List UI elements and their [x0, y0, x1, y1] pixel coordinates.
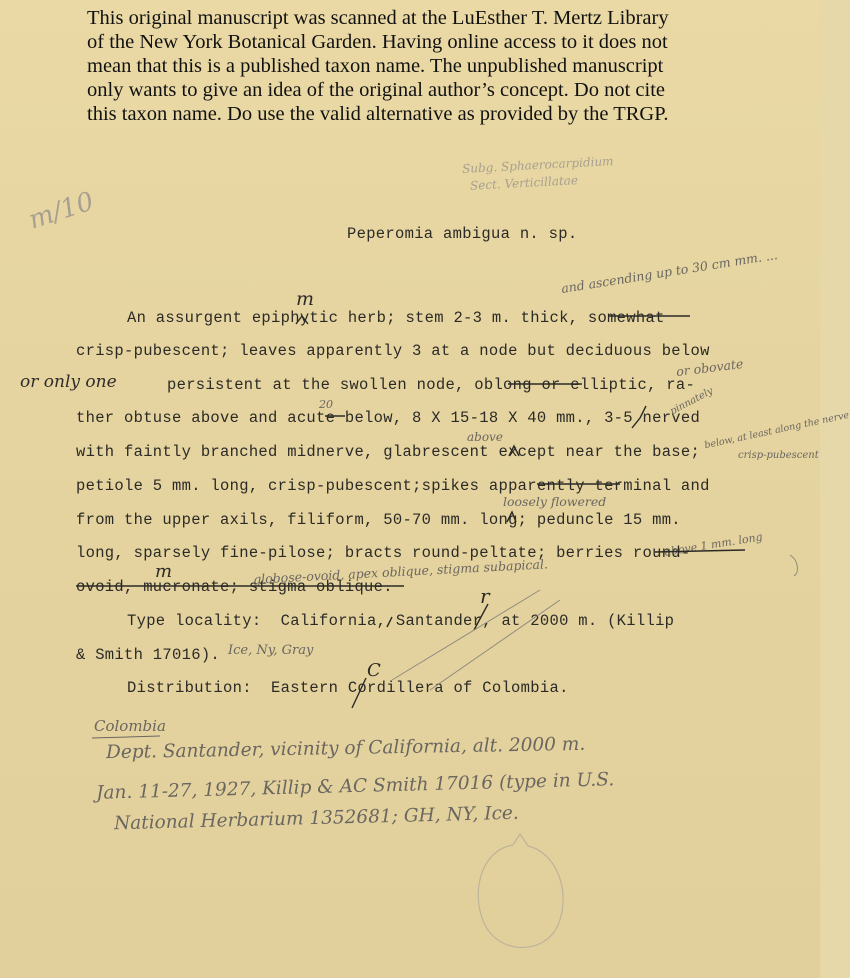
description-line: An assurgent epiphytic herb; stem 2-3 m. thick, somewhat — [127, 309, 665, 327]
collection-line: Jan. 11-27, 1927, Killip & AC Smith 17016 (type in U.S. — [95, 769, 615, 804]
handwritten-note: crisp-pubescent — [738, 450, 819, 461]
description-line: from the upper axils, filiform, 50-70 mm. long; peduncle 15 mm. — [76, 511, 681, 529]
section-note: Sect. Verticillatae — [469, 173, 579, 193]
handwritten-note: 20 — [319, 398, 333, 411]
description-line: crisp-pubescent; leaves apparently 3 at a node but deciduous below — [76, 342, 710, 360]
pencil-stroke — [790, 555, 797, 576]
caret-mark — [509, 446, 519, 456]
description-line: long, sparsely fine-pilose; bracts round-peltate; berries round- — [76, 544, 691, 562]
insert-mark: C — [367, 660, 381, 681]
berry-sketch — [478, 834, 563, 948]
caret-mark — [632, 406, 646, 428]
collection-line: Dept. Santander, vicinity of California, alt. 2000 m. — [105, 733, 586, 764]
handwritten-note: below, at least along the nerve — [703, 409, 850, 452]
handwritten-note: pinnately — [668, 385, 716, 418]
notice-line: mean that this is a published taxon name. The unpublished manuscript — [87, 55, 664, 77]
section-note: Subg. Sphaerocarpidium — [461, 154, 614, 176]
margin-mark: m/10 — [24, 186, 98, 236]
notice-line: only wants to give an idea of the original author’s concept. Do not cite — [87, 79, 666, 101]
underline — [92, 736, 160, 738]
type-locality-cont: & Smith 17016). — [76, 646, 221, 664]
notice-line: of the New York Botanical Garden. Having online access to it does not — [87, 31, 668, 53]
caret-mark — [507, 512, 516, 522]
insert-mark: m — [296, 288, 315, 310]
description-line: petiole 5 mm. long, crisp-pubescent;spikes apparently terminal and — [76, 477, 710, 495]
notice-line: this taxon name. Do use the valid alternative as provided by the TRGP. — [87, 103, 669, 125]
strike-through — [655, 550, 745, 552]
pencil-stroke — [392, 590, 540, 680]
caret-mark — [296, 316, 308, 324]
correction-slash — [352, 678, 366, 708]
distribution: Distribution: Eastern Cordillera of Colombia. — [127, 679, 569, 697]
collection-line: National Herbarium 1352681; GH, NY, Ice. — [113, 802, 520, 835]
handwritten-note: or only one — [20, 372, 117, 392]
description-line: persistent at the swollen node, oblong or elliptic, ra- — [167, 376, 696, 394]
handwritten-note: above — [467, 430, 503, 444]
handwritten-note: globose-ovoid, apex oblique, stigma subapical. — [252, 556, 549, 587]
collection-heading: Colombia — [94, 717, 166, 735]
species-title: Peperomia ambigua n. sp. — [347, 225, 578, 243]
description-line: ovoid, mucronate; stigma oblique. — [76, 578, 393, 596]
handwritten-note: or obovate — [675, 355, 745, 380]
handwritten-note: loosely flowered — [503, 494, 607, 509]
herbaria-note: Ice, Ny, Gray — [228, 643, 314, 658]
description-line: ther obtuse above and acute below, 8 X 15-18 X 40 mm., 3-5 nerved — [76, 409, 701, 427]
description-line: with faintly branched midnerve, glabrescent except near the base; — [76, 443, 701, 461]
handwritten-note: and ascending up to 30 cm mm. ... — [560, 246, 779, 297]
notice-line: This original manuscript was scanned at the LuEsther T. Mertz Library — [87, 7, 669, 29]
caret-mark — [387, 617, 392, 627]
type-locality: Type locality: California, Santander, at 2000 m. (Killip — [127, 612, 675, 630]
handwritten-note: above 1 mm. long — [663, 530, 764, 559]
insert-mark: r — [480, 584, 490, 608]
insert-mark: m — [155, 561, 173, 582]
